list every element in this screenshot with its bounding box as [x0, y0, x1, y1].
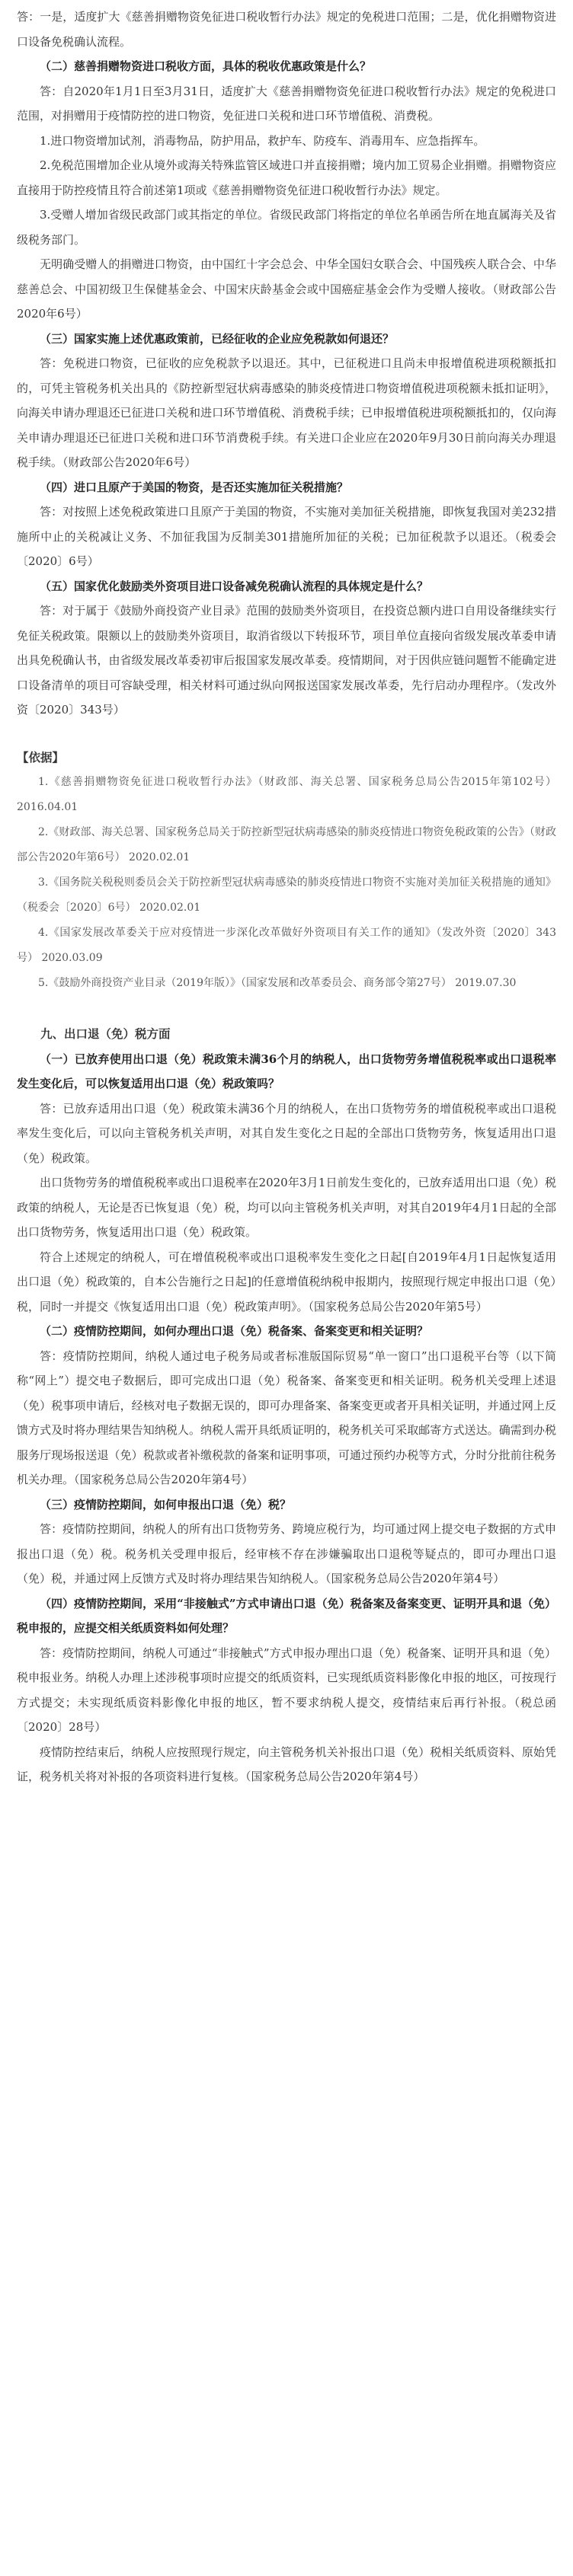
basis-heading: 【依据】 — [17, 749, 65, 765]
section-9-heading: 九、出口退（免）税方面 — [40, 1026, 171, 1041]
basis-item-1: 1.《慈善捐赠物资免征进口税收暂行办法》（财政部、海关总署、国家税务总局公告2015年第102号） 2016.04.01 — [17, 776, 556, 813]
export-question-1-answer-2: 出口货物劳务的增值税税率或出口退税率在2020年3月1日前发生变化的，已放弃适用出口退（免）税政策的纳税人，无论是否已恢复退（免）税，均可以向主管税务机关声明，对其自2019年4月1日起的全部出口货物劳务，恢复适用出口退（免）税政策。 — [17, 1176, 556, 1239]
basis-item-2: 2.《财政部、海关总署、国家税务总局关于防控新型冠状病毒感染的肺炎疫情进口物资免税政策的公告》（财政部公告2020年第6号） 2020.02.01 — [17, 826, 556, 863]
section-gap — [17, 723, 556, 744]
section-gap — [17, 996, 556, 1017]
question-3-heading: （三）国家实施上述优惠政策前，已经征收的企业应免税款如何退还？ — [40, 331, 395, 346]
export-question-4-answer-1: 答：疫情防控期间，纳税人可通过“非接触式”方式申报办理出口退（免）税备案、证明开具和退（免）税申报业务。纳税人办理上述涉税事项时应提交的纸质资料，已实现纸质资料影像化申报的地区，可按现行方式提交；未实现纸质资料影像化申报的地区，暂不要求纳税人提交，疫情结束后再行补报。（税总函〔2020〕28号） — [17, 1646, 556, 1734]
question-2-item-1: 1.进口物资增加试剂，消毒物品，防护用品，救护车、防疫车、消毒用车、应急指挥车。 — [40, 133, 485, 148]
question-2-item-3: 3.受赠人增加省级民政部门或其指定的单位。省级民政部门将指定的单位名单函告所在地直属海关及省级税务部门。 — [17, 208, 556, 247]
question-4-answer: 答：对按照上述免税政策进口且原产于美国的物资，不实施对美加征关税措施，即恢复我国对美232措施所中止的关税减让义务、不加征我国为反制美301措施所加征的关税；已加征税款予以退还。（税委会〔2020〕6号） — [17, 505, 556, 568]
export-question-1-heading: （一）已放弃使用出口退（免）税政策未满36个月的纳税人，出口货物劳务增值税税率或出口退税率发生变化后，可以恢复适用出口退（免）税政策吗？ — [17, 1052, 556, 1090]
export-question-4-heading: （四）疫情防控期间，采用“非接触式”方式申请出口退（免）税备案及备案变更、证明开具和退（免）税申报的，应提交相关纸质资料如何处理？ — [17, 1596, 556, 1635]
question-2-item-3-note: 无明确受赠人的捐赠进口物资，由中国红十字会总会、中华全国妇女联合会、中国残疾人联合会、中华慈善总会、中国初级卫生保健基金会、中国宋庆龄基金会或中国癌症基金会作为受赠人接收。（财政部公告2020年6号） — [17, 257, 556, 321]
basis-item-4: 4.《国家发展改革委关于应对疫情进一步深化改革做好外资项目有关工作的通知》（发改外资〔2020〕343号） 2020.03.09 — [17, 927, 556, 964]
export-question-3-heading: （三）疫情防控期间，如何申报出口退（免）税？ — [40, 1497, 292, 1511]
export-question-4-answer-2: 疫情防控结束后，纳税人应按照现行规定，向主管税务机关补报出口退（免）税相关纸质资料、原始凭证，税务机关将对补报的各项资料进行复核。（国家税务总局公告2020年第4号） — [17, 1744, 556, 1783]
question-3-answer: 答：免税进口物资，已征收的应免税款予以退还。其中，已征税进口且尚未申报增值税进项税额抵扣的，可凭主管税务机关出具的《防控新型冠状病毒感染的肺炎疫情进口物资增值税进项税额未抵扣证明》，向海关申请办理退还已征进口关税和进口环节增值税、消费税手续；已申报增值税进项税额抵扣的，仅向海关申请办理退还已征进口关税和进口环节消费税手续。有关进口企业应在2020年9月30日前向海关办理退税手续。（财政部公告2020年6号） — [17, 356, 556, 469]
question-2-item-2: 2.免税范围增加企业从境外或海关特殊监管区域进口并直接捐赠；境内加工贸易企业捐赠。捐赠物资应直接用于防控疫情且符合前述第1项或《慈善捐赠物资免征进口税收暂行办法》规定。 — [17, 158, 556, 197]
export-question-1-answer-3: 符合上述规定的纳税人，可在增值税税率或出口退税率发生变化之日起[自2019年4月1日起恢复适用出口退（免）税政策的，自本公告施行之日起]的任意增值税纳税申报期内，按照现行规定申报出口退（免）税，同时一并提交《恢复适用出口退（免）税政策声明》。（国家税务总局公告2020年第5号） — [17, 1250, 556, 1314]
intro-paragraph: 答：一是，适度扩大《慈善捐赠物资免征进口税收暂行办法》规定的免税进口范围；二是，优化捐赠物资进口设备免税确认流程。 — [17, 10, 556, 49]
question-2-heading: （二）慈善捐赠物资进口税收方面，具体的税收优惠政策是什么？ — [40, 59, 372, 73]
question-2-answer: 答：自2020年1月1日至3月31日，适度扩大《慈善捐赠物资免征进口税收暂行办法》规定的免税进口范围，对捐赠用于疫情防控的进口物资，免征进口关税和进口环节增值税、消费税。 — [17, 84, 556, 123]
basis-item-3: 3.《国务院关税税则委员会关于防控新型冠状病毒感染的肺炎疫情进口物资不实施对美加征关税措施的通知》（税委会〔2020〕6号） 2020.02.01 — [17, 876, 556, 914]
question-4-heading: （四）进口且原产于美国的物资，是否还实施加征关税措施？ — [40, 480, 349, 494]
question-5-heading: （五）国家优化鼓励类外资项目进口设备减免税确认流程的具体规定是什么？ — [40, 579, 429, 593]
export-question-1-answer-1: 答：已放弃适用出口退（免）税政策未满36个月的纳税人，在出口货物劳务的增值税税率或出口退税率发生变化后，可以向主管税务机关声明，对其自发生变化之日起的全部出口货物劳务，恢复适用出口退（免）税政策。 — [17, 1101, 556, 1165]
basis-item-5: 5.《鼓励外商投资产业目录（2019年版）》（国家发展和改革委员会、商务部令第27号） 2019.07.30 — [38, 977, 517, 989]
export-question-3-answer: 答：疫情防控期间，纳税人的所有出口货物劳务、跨境应税行为，均可通过网上提交电子数据的方式申报出口退（免）税。税务机关受理申报后，经审核不存在涉嫌骗取出口退税等疑点的，即可办理出口退（免）税，并通过网上反馈方式及时将办理结果告知纳税人。（国家税务总局公告2020年第4号） — [17, 1522, 556, 1585]
export-question-2-answer: 答：疫情防控期间，纳税人通过电子税务局或者标准版国际贸易“单一窗口”出口退税平台等（以下简称“网上”）提交电子数据后，即可完成出口退（免）税备案、备案变更和相关证明。税务机关受理上述退（免）税事项申请后，经核对电子数据无误的，即可办理备案、备案变更或者开具相关证明，并通过网上反馈方式及时将办理结果告知纳税人。纳税人需开具纸质证明的，税务机关可采取邮寄方式送达。确需到办税服务厅现场报送退（免）税款或者补缴税款的备案和证明事项，可通过预约办税等方式，分时分批前往税务机关办理。（国家税务总局公告2020年第4号） — [17, 1349, 556, 1486]
question-5-answer: 答：对于属于《鼓励外商投资产业目录》范围的鼓励类外资项目，在投资总额内进口自用设备继续实行免征关税政策。限额以上的鼓励类外资项目，取消省级以下转报环节，项目单位直接向省级发展改革委申请出具免税确认书，由省级发展改革委初审后报国家发展改革委。疫情期间，对于因供应链问题暂不能确定进口设备清单的项目可容缺受理，相关材料可通过纵向网报送国家发展改革委，先行启动办理程序。（发改外资〔2020〕343号） — [17, 604, 556, 717]
export-question-2-heading: （二）疫情防控期间，如何办理出口退（免）税备案、备案变更和相关证明？ — [40, 1324, 429, 1338]
